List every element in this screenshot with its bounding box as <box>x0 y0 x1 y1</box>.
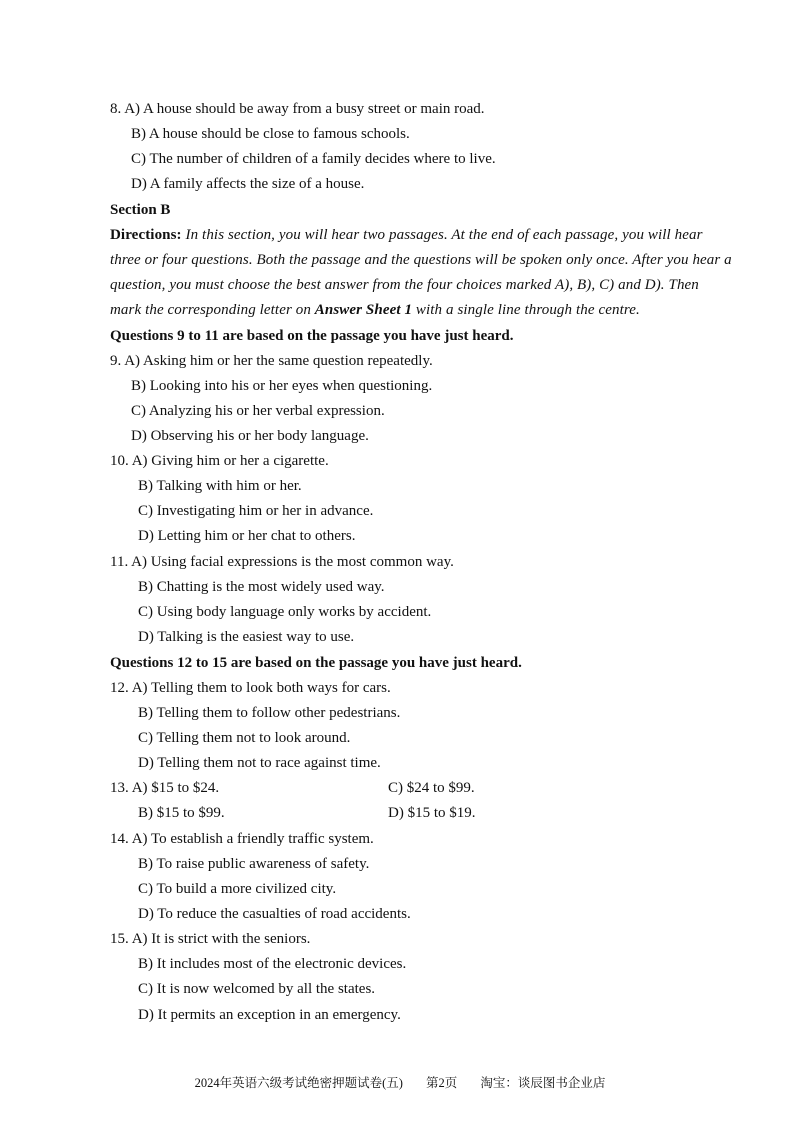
question-8-option-a <box>110 99 485 119</box>
question-12-option-c: C) Telling them not to look around. <box>138 730 351 746</box>
directions-line-1: Directions: In this section, you will hear two passages. At the end of each passage, you will hear <box>110 227 703 243</box>
question-number: 9. <box>110 353 122 369</box>
question-12-option-d: D) Telling them not to race against time. <box>138 755 381 771</box>
question-9-option-c: C) Analyzing his or her verbal expression. <box>131 403 385 419</box>
question-10-option-b: B) Talking with him or her. <box>138 478 302 494</box>
section-title: Section B <box>110 202 171 218</box>
question-11-option-d: D) Talking is the easiest way to use. <box>138 629 355 645</box>
option-a-text: A) $15 to $24. <box>131 780 220 796</box>
question-8-option-c: C) The number of children of a family decides where to live. <box>131 151 496 167</box>
question-14-option-c: C) To build a more civilized city. <box>138 881 337 897</box>
question-14-option-b: B) To raise public awareness of safety. <box>138 856 370 872</box>
question-14-option-a <box>110 829 374 849</box>
question-15-option-a <box>110 929 310 949</box>
option-text: A) Using facial expressions is the most common way. <box>131 554 454 570</box>
question-9-option-d: D) Observing his or her body language. <box>131 428 369 444</box>
question-11-option-b: B) Chatting is the most widely used way. <box>138 579 385 595</box>
question-13-row-1 <box>110 778 219 798</box>
option-text: A) A house should be away from a busy street or main road. <box>124 101 485 117</box>
option-text: A) Giving him or her a cigarette. <box>131 453 329 469</box>
question-8-option-b: B) A house should be close to famous schools. <box>131 126 410 142</box>
group-heading-12-15: Questions 12 to 15 are based on the passage you have just heard. <box>110 655 522 671</box>
question-12-option-b: B) Telling them to follow other pedestrians. <box>138 705 401 721</box>
question-15-option-b: B) It includes most of the electronic devices. <box>138 956 407 972</box>
footer-title: 2024年英语六级考试绝密押题试卷(五) <box>194 1076 403 1090</box>
question-number: 13. <box>110 780 129 796</box>
directions-line-4 <box>110 300 640 320</box>
question-number: 12. <box>110 680 129 696</box>
group-heading-9-11: Questions 9 to 11 are based on the passage you have just heard. <box>110 328 514 344</box>
question-11-option-c: C) Using body language only works by accident. <box>138 604 432 620</box>
directions-label: Directions <box>110 227 177 243</box>
directions-text: with a single line through the centre. <box>412 302 640 318</box>
question-15-option-d: D) It permits an exception in an emergency. <box>138 1007 401 1023</box>
question-10-option-c: C) Investigating him or her in advance. <box>138 503 374 519</box>
question-15-option-c: C) It is now welcomed by all the states. <box>138 981 376 997</box>
question-number: 8. <box>110 101 122 117</box>
footer-page-number: 第2页 <box>426 1076 458 1090</box>
question-10-option-a <box>110 451 329 471</box>
option-text: A) It is strict with the seniors. <box>131 931 311 947</box>
option-text: A) Asking him or her the same question repeatedly. <box>124 353 433 369</box>
question-9-option-b: B) Looking into his or her eyes when questioning. <box>131 378 433 394</box>
question-10-option-d: D) Letting him or her chat to others. <box>138 528 356 544</box>
directions-text: In this section, you will hear two passages. At the end of each passage, you will hear <box>185 227 703 243</box>
answer-sheet-label: Answer Sheet 1 <box>314 302 413 318</box>
directions-line-3: question, you must choose the best answer from the four choices marked A), B), C) and D). Then <box>110 277 699 293</box>
question-8-option-d: D) A family affects the size of a house. <box>131 176 365 192</box>
option-text: A) Telling them to look both ways for cars. <box>131 680 391 696</box>
option-text: A) To establish a friendly traffic system. <box>131 831 374 847</box>
footer-shop: 淘宝：谈辰图书企业店 <box>480 1076 606 1090</box>
question-number: 11. <box>110 554 129 570</box>
question-number: 14. <box>110 831 129 847</box>
directions-text: mark the corresponding letter on <box>110 302 315 318</box>
question-13-option-d: D) $15 to $19. <box>388 805 476 821</box>
question-13-option-c: C) $24 to $99. <box>388 780 475 796</box>
question-11-option-a <box>110 552 454 572</box>
directions-line-2: three or four questions. Both the passage and the questions will be spoken only once. After you hear a <box>110 252 732 268</box>
question-number: 15. <box>110 931 129 947</box>
question-number: 10. <box>110 453 129 469</box>
page-footer <box>0 1073 800 1091</box>
question-13-option-b: B) $15 to $99. <box>138 805 225 821</box>
question-12-option-a <box>110 678 391 698</box>
question-14-option-d: D) To reduce the casualties of road accidents. <box>138 906 411 922</box>
question-9-option-a <box>110 351 433 371</box>
